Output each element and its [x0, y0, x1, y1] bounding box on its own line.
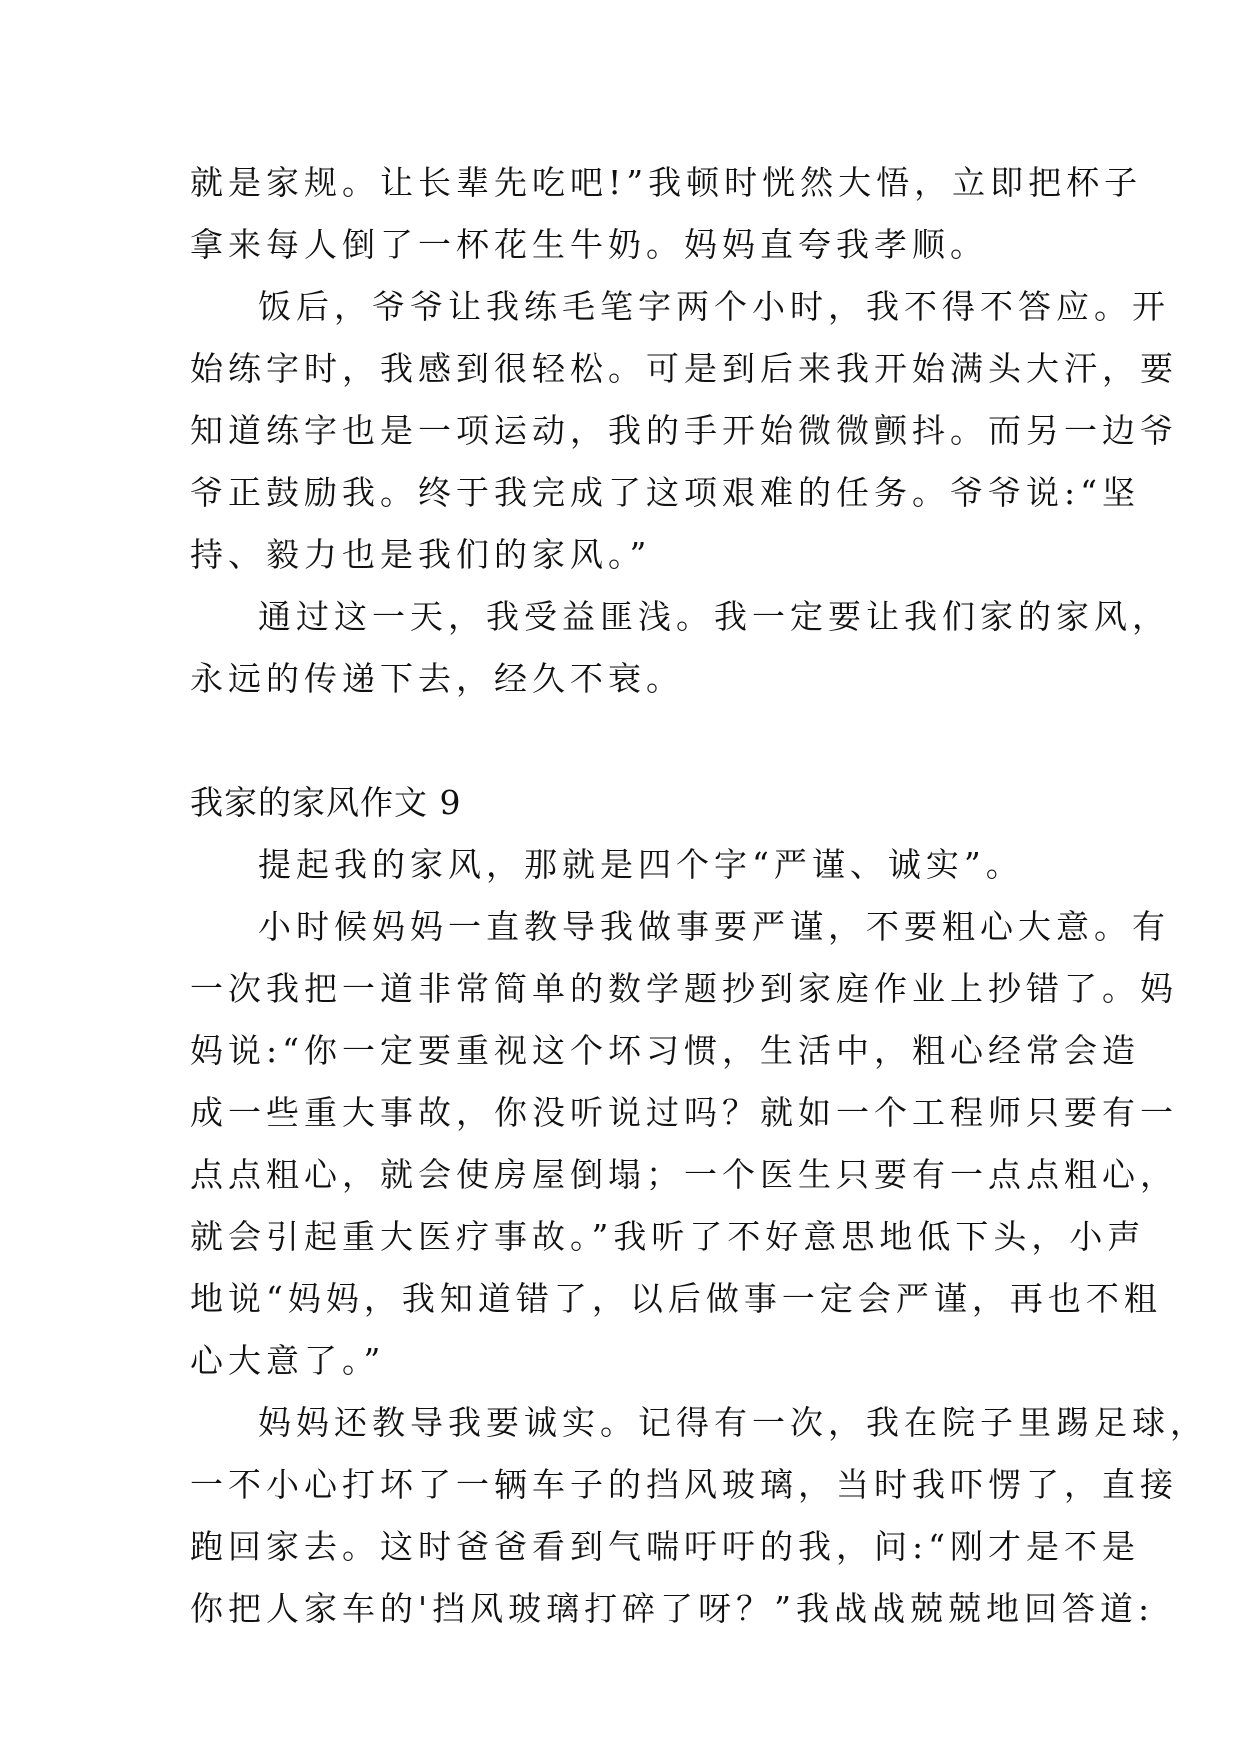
section-spacer [190, 710, 1060, 772]
text-line: 持、毅力也是我们的家风。” [190, 535, 652, 574]
text-line: 一次我把一道非常简单的数学题抄到家庭作业上抄错了。妈 [190, 969, 1178, 1008]
paragraph-start: 妈妈还教导我要诚实。记得有一次，我在院子里踢足球， [258, 1403, 1208, 1442]
text-line: 心大意了。” [190, 1341, 386, 1380]
text-line: 你把人家车的'挡风玻璃打碎了呀？”我战战兢兢地回答道: [190, 1589, 1155, 1628]
text-line: 始练字时，我感到很轻松。可是到后来我开始满头大汗，要 [190, 349, 1178, 388]
essay-heading: 我家的家风作文 9 [190, 783, 462, 822]
text-line: 一不小心打坏了一辆车子的挡风玻璃，当时我吓愣了，直接 [190, 1465, 1178, 1504]
text-line: 永远的传递下去，经久不衰。 [190, 659, 684, 698]
paragraph-start: 提起我的家风，那就是四个字“严谨、诚实”。 [258, 845, 1024, 884]
text-line: 成一些重大事故，你没听说过吗？就如一个工程师只要有一 [190, 1093, 1178, 1132]
essay-body [190, 152, 1208, 1640]
text-line: 跑回家去。这时爸爸看到气喘吁吁的我，问:“刚才是不是 [190, 1527, 1140, 1566]
text-line: 妈说:“你一定要重视这个坏习惯，生活中，粗心经常会造 [190, 1031, 1140, 1070]
text-line: 知道练字也是一项运动，我的手开始微微颤抖。而另一边爷 [190, 411, 1178, 450]
text-line: 地说“妈妈，我知道错了，以后做事一定会严谨，再也不粗 [190, 1279, 1162, 1318]
paragraph-start: 小时候妈妈一直教导我做事要严谨，不要粗心大意。有 [258, 907, 1170, 946]
text-line: 就是家规。让长辈先吃吧!”我顿时恍然大悟，立即把杯子 [190, 163, 1143, 202]
paragraph-start: 通过这一天，我受益匪浅。我一定要让我们家的家风， [258, 597, 1170, 636]
paragraph-start: 饭后，爷爷让我练毛笔字两个小时，我不得不答应。开 [258, 287, 1170, 326]
text-line: 点点粗心，就会使房屋倒塌；一个医生只要有一点点粗心， [190, 1155, 1178, 1194]
text-line: 爷正鼓励我。终于我完成了这项艰难的任务。爷爷说:“坚 [190, 473, 1140, 512]
text-line: 就会引起重大医疗事故。”我听了不好意思地低下头，小声 [190, 1217, 1146, 1256]
text-line: 拿来每人倒了一杯花生牛奶。妈妈直夸我孝顺。 [190, 225, 988, 264]
